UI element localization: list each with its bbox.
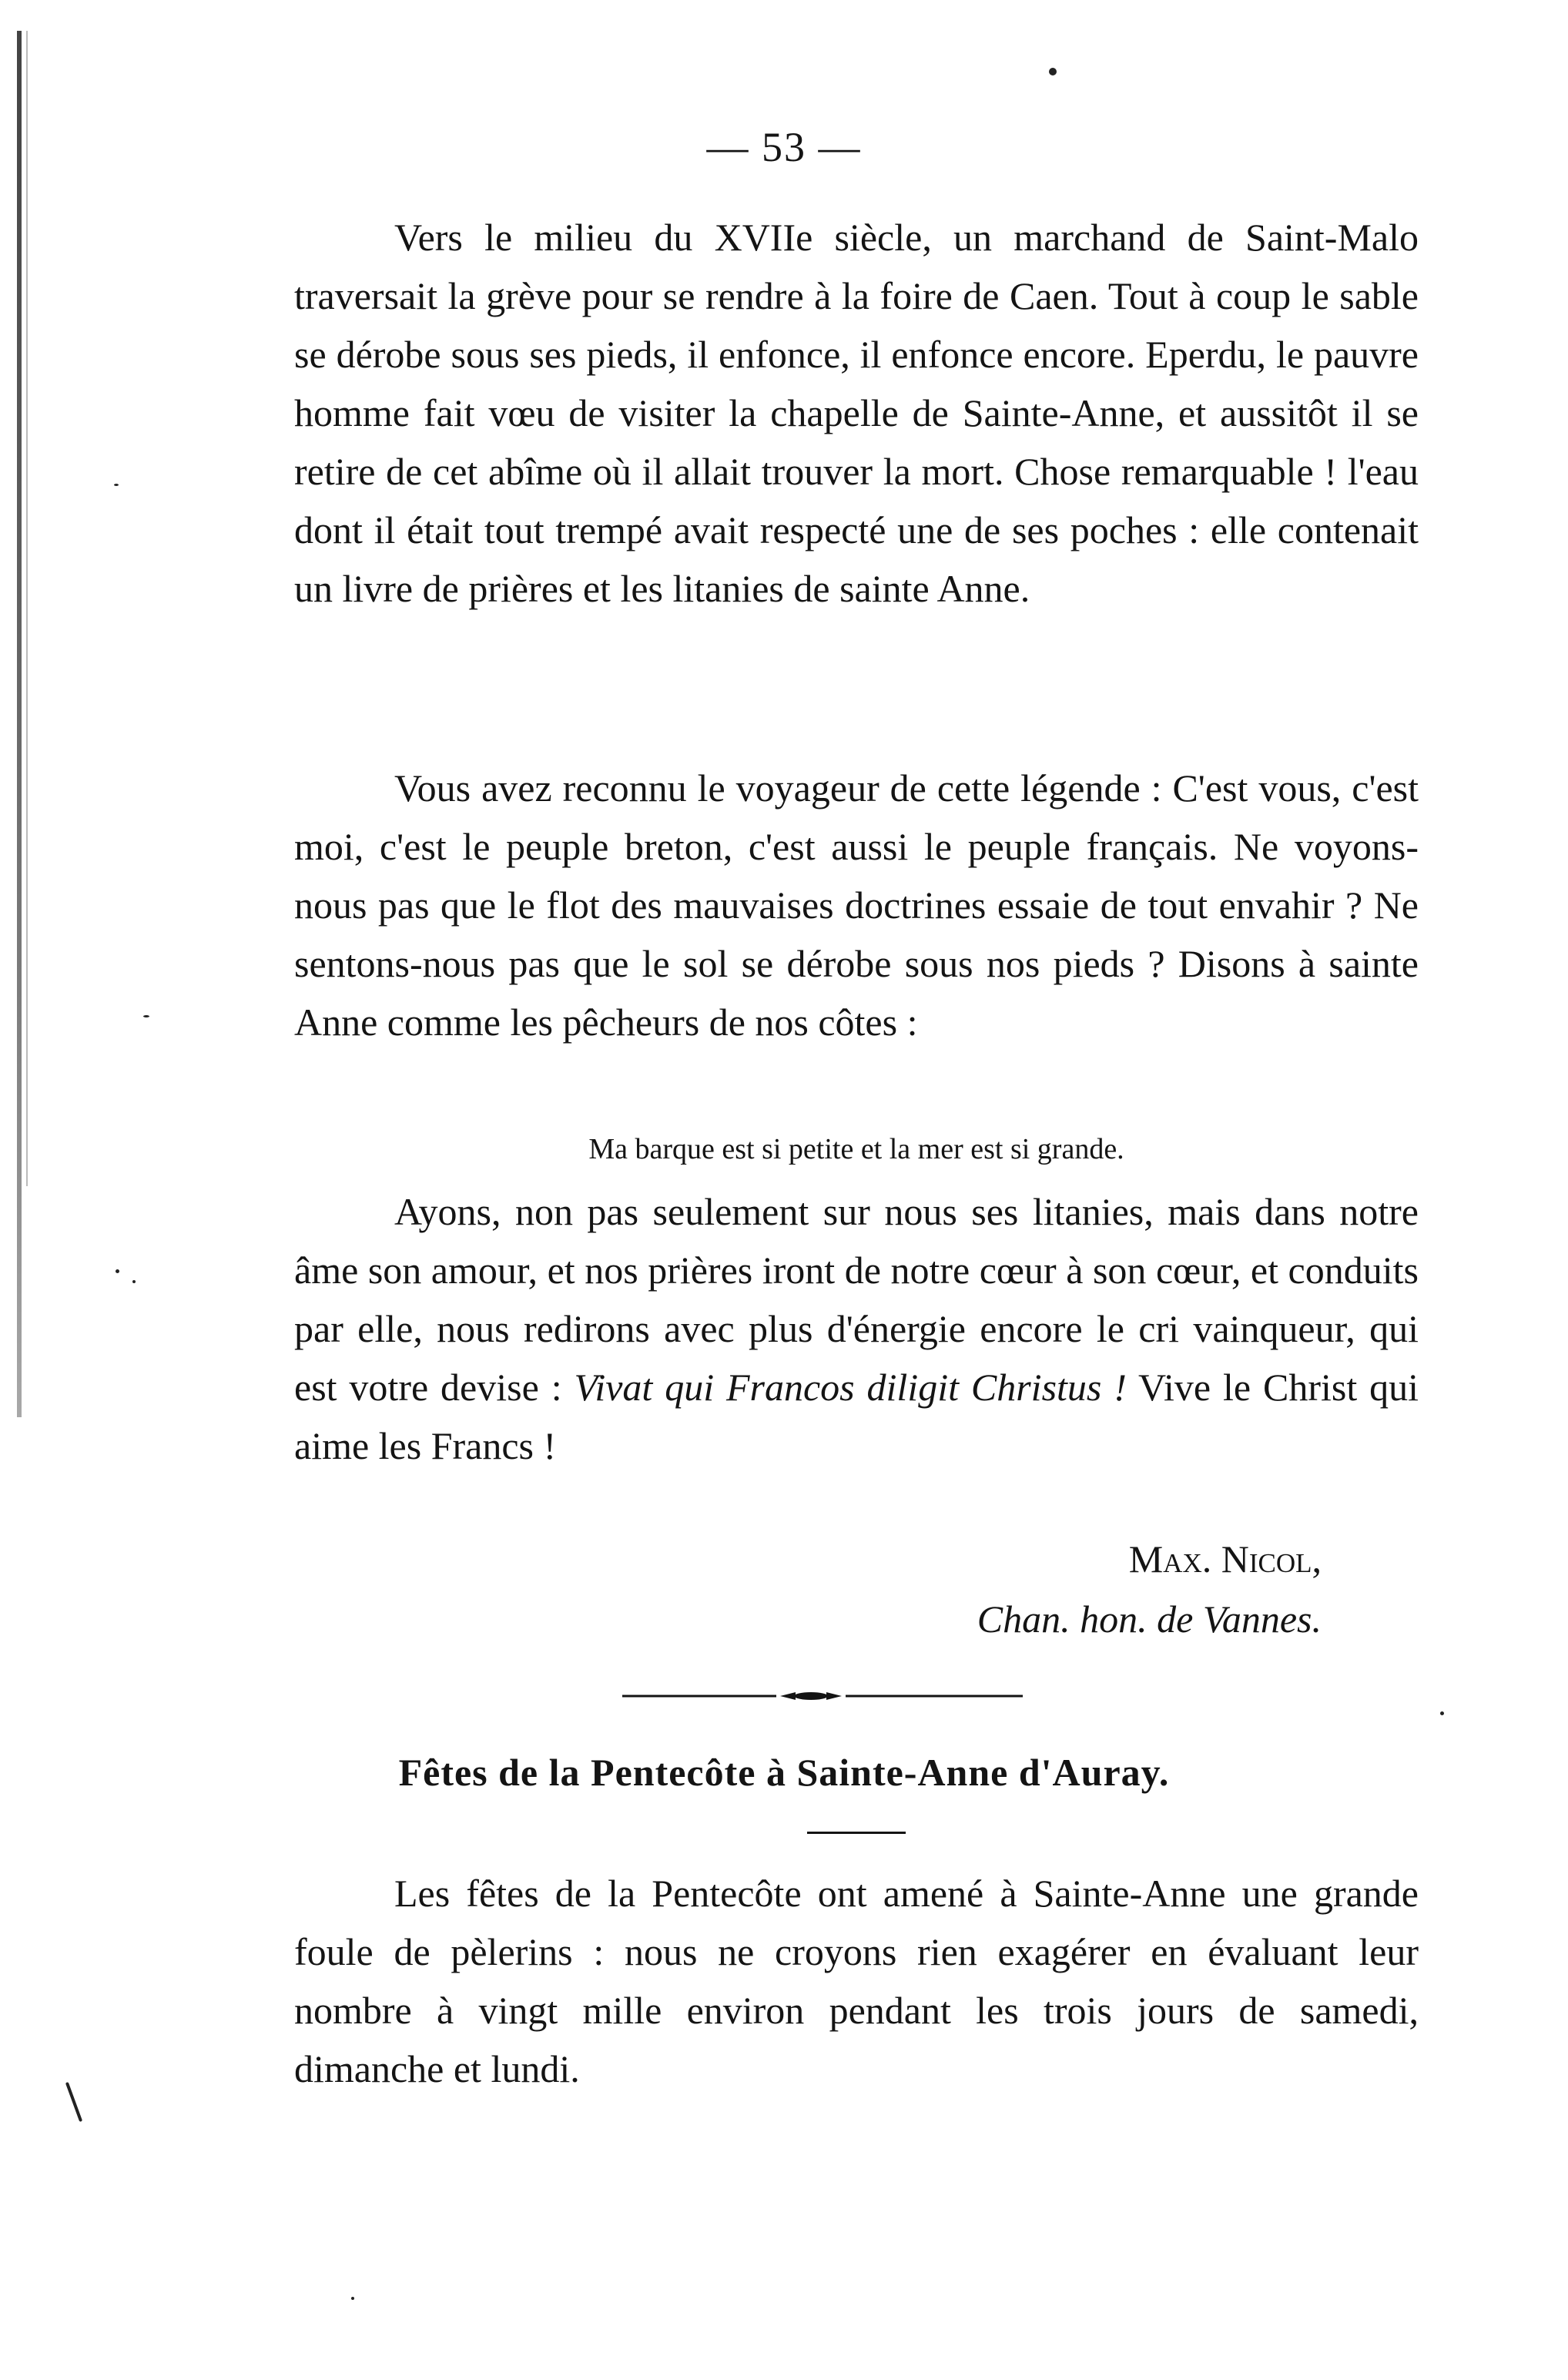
paragraph-text [294,1182,1419,1475]
page-number: — 53 — [706,124,862,170]
author-name: Max. Nicol, [1128,1537,1322,1581]
section-body-paragraph [294,1864,1419,2098]
section-divider-ornament [622,1691,1023,1701]
scan-speck [351,2297,354,2300]
scan-speck [116,1269,119,1273]
section-heading: Fêtes de la Pentecôte à Sainte-Anne d'Auray. [398,1751,1170,1794]
latin-motto: Vivat qui Francos diligit Christus ! [574,1366,1127,1409]
article-body-paragraph-2 [294,759,1419,1051]
scan-edge-shadow-secondary [26,31,28,1186]
scan-speck [65,2082,82,2122]
author-signature [977,1529,1322,1649]
article-body-paragraph-3 [294,1182,1419,1475]
heading-underline-rule [807,1832,906,1834]
paragraph-text: Vous avez reconnu le voyageur de cette légende : C'est vous, c'est moi, c'est le peuple breton, c'est aussi le peuple français. Ne voyons-nous pas que le flot des mauvaises doctrines essaie de tout envahir ? Ne sentons-nous pas que le sol se dérobe sous nos pieds ? Disons à sainte Anne comme les pêcheurs de nos côtes : [294,766,1419,1044]
author-title: Chan. hon. de Vannes. [977,1597,1322,1641]
scan-edge-shadow [17,31,22,1417]
article-body-paragraph-1 [294,208,1419,618]
paragraph-text: Vers le milieu du XVIIe siècle, un marchand de Saint-Malo traversait la grève pour se rendre à la foire de Caen. Tout à coup le sable se dérobe sous ses pieds, il enfonce, il enfonce encore. Eperdu, le pauvre homme fait vœu de visiter la chapelle de Sainte-Anne, et aussitôt il se retire de cet abîme où il allait trouver la mort. Chose remarquable ! l'eau dont il était tout trempé avait respecté une de ses poches : elle contenait un livre de prières et les litanies de sainte Anne. [294,216,1419,610]
paragraph-main-text: Ayons, non pas seulement sur nous ses litanies, mais dans notre âme son amour, et nos prières iront de notre cœur à son cœur, et conduits par elle, nous redirons avec plus d'énergie encore le cri vainqueur, qui est votre devise : [294,1190,1419,1409]
scan-speck [1440,1711,1444,1715]
quoted-proverb: Ma barque est si petite et la mer est si grande. [588,1133,1124,1165]
scan-speck [143,1015,149,1017]
scan-speck [1049,68,1057,75]
motto-translation: Vive le Christ qui aime les Francs ! [294,1366,1419,1467]
scan-speck [114,484,119,486]
paragraph-text: Les fêtes de la Pentecôte ont amené à Sainte-Anne une grande foule de pèlerins : nous ne croyons rien exagérer en évaluant leur nombre à vingt mille environ pendant les trois jours de samedi, dimanche et lundi. [294,1872,1419,2090]
scan-speck [132,1280,136,1283]
